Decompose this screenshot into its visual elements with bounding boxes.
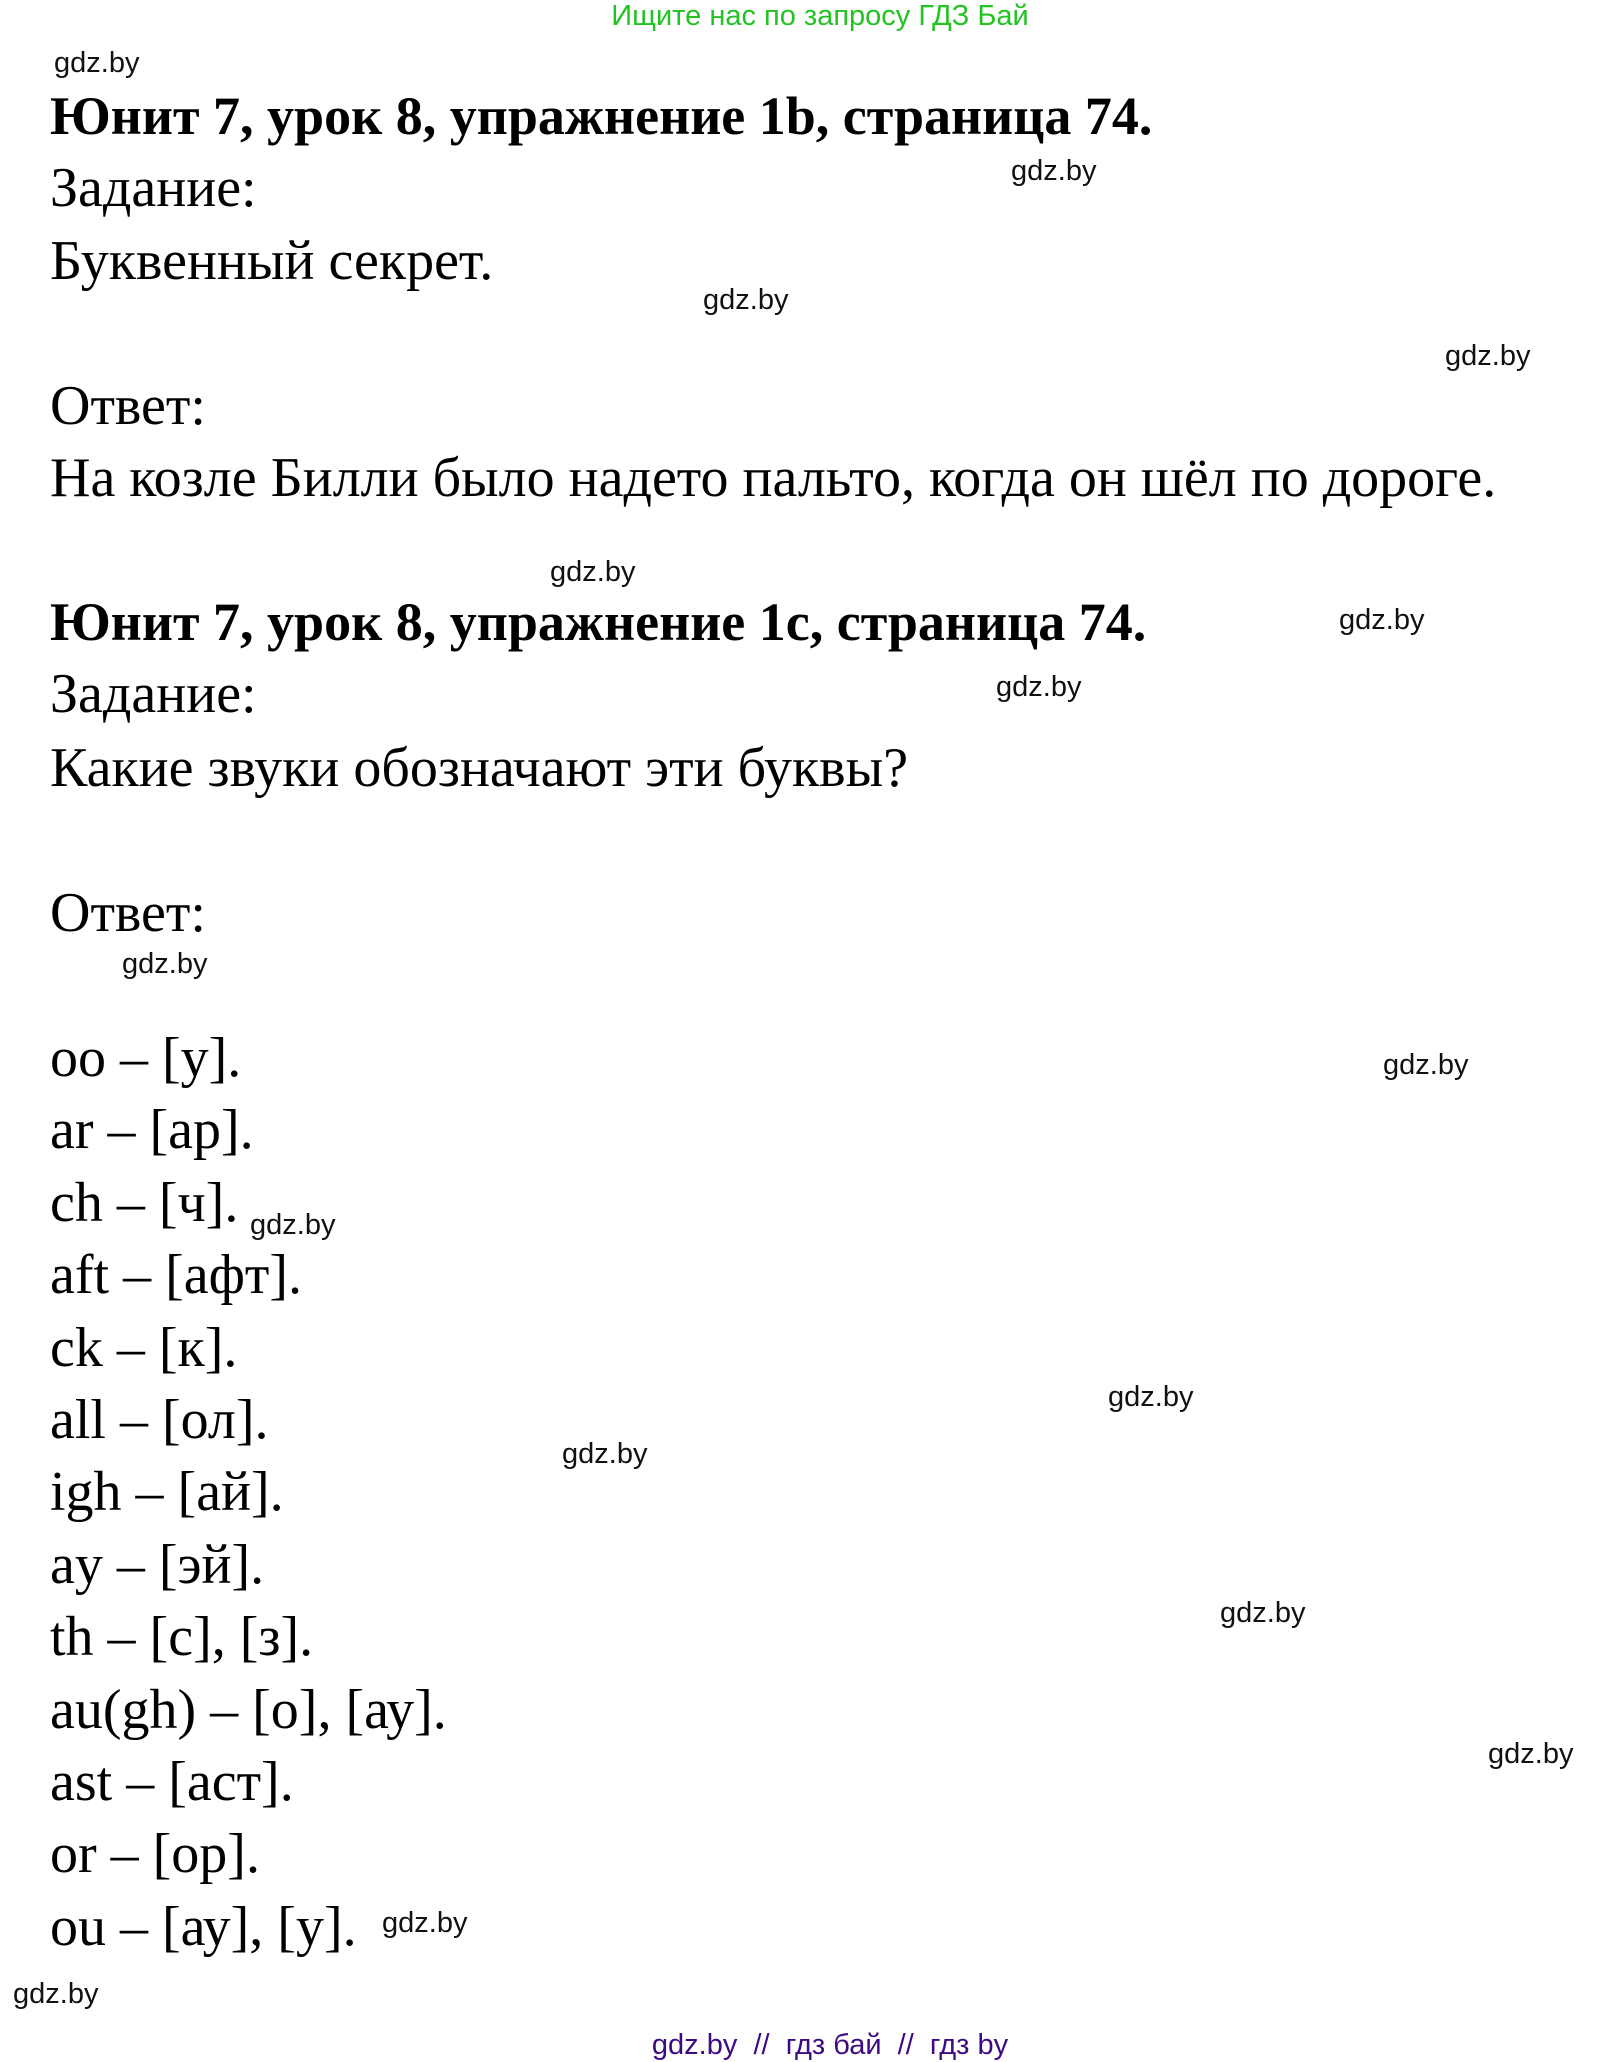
watermark: gdz.by bbox=[54, 47, 140, 79]
watermark: gdz.by bbox=[122, 948, 208, 980]
footer-separator: // bbox=[753, 2029, 770, 2061]
section2-task-text: Какие звуки обозначают эти буквы? bbox=[50, 737, 909, 799]
footer-link-gdz-by-cyr[interactable]: гдз by bbox=[929, 2029, 1009, 2061]
watermark: gdz.by bbox=[703, 284, 789, 316]
watermark: gdz.by bbox=[13, 1978, 99, 2010]
section1-answer-label: Ответ: bbox=[50, 375, 206, 437]
answer-item: all – [ол]. bbox=[50, 1389, 269, 1451]
watermark: gdz.by bbox=[562, 1438, 648, 1470]
footer-separator: // bbox=[897, 2029, 914, 2061]
footer-link-gdz-by[interactable]: gdz.by bbox=[651, 2029, 738, 2061]
top-search-banner: Ищите нас по запросу ГДЗ Бай bbox=[611, 0, 1029, 32]
watermark: gdz.by bbox=[1108, 1381, 1194, 1413]
answer-item: ar – [ар]. bbox=[50, 1099, 254, 1162]
answer-item: aft – [афт]. bbox=[50, 1244, 302, 1307]
answer-item: ck – [к]. bbox=[50, 1316, 238, 1379]
watermark: gdz.by bbox=[1011, 155, 1097, 187]
section2-heading: Юнит 7, урок 8, упражнение 1c, страница 74. bbox=[50, 592, 1147, 652]
watermark: gdz.by bbox=[996, 671, 1082, 703]
watermark: gdz.by bbox=[1383, 1049, 1469, 1081]
section2-answer-label: Ответ: bbox=[50, 882, 206, 944]
answer-item: ch – [ч]. bbox=[50, 1171, 239, 1234]
section1-answer-text: На козле Билли было надето пальто, когда он шёл по дороге. bbox=[50, 447, 1497, 509]
section1-task-text: Буквенный секрет. bbox=[50, 230, 494, 292]
watermark: gdz.by bbox=[1339, 604, 1425, 636]
answer-item: or – [ор]. bbox=[50, 1823, 260, 1886]
answer-item: oo – [у]. bbox=[50, 1027, 242, 1089]
footer-link-gdz-bai[interactable]: гдз бай bbox=[785, 2029, 882, 2061]
answer-item: th – [с], [з]. bbox=[50, 1606, 314, 1669]
watermark: gdz.by bbox=[1220, 1597, 1306, 1629]
section2-task-label: Задание: bbox=[50, 663, 257, 725]
answer-item: ay – [эй]. bbox=[50, 1533, 265, 1596]
answer-item: igh – [ай]. bbox=[50, 1461, 284, 1524]
footer-links bbox=[0, 2031, 1620, 2060]
watermark: gdz.by bbox=[1488, 1738, 1574, 1770]
watermark: gdz.by bbox=[382, 1907, 468, 1939]
answer-item: au(gh) – [о], [ау]. bbox=[50, 1678, 447, 1741]
answer-item: ast – [аст]. bbox=[50, 1751, 294, 1813]
watermark: gdz.by bbox=[250, 1209, 336, 1241]
answer-item: ou – [ау], [у]. bbox=[50, 1895, 357, 1958]
watermark: gdz.by bbox=[550, 556, 636, 588]
section1-task-label: Задание: bbox=[50, 157, 257, 219]
section1-heading: Юнит 7, урок 8, упражнение 1b, страница 74. bbox=[50, 86, 1153, 146]
watermark: gdz.by bbox=[1445, 340, 1531, 372]
